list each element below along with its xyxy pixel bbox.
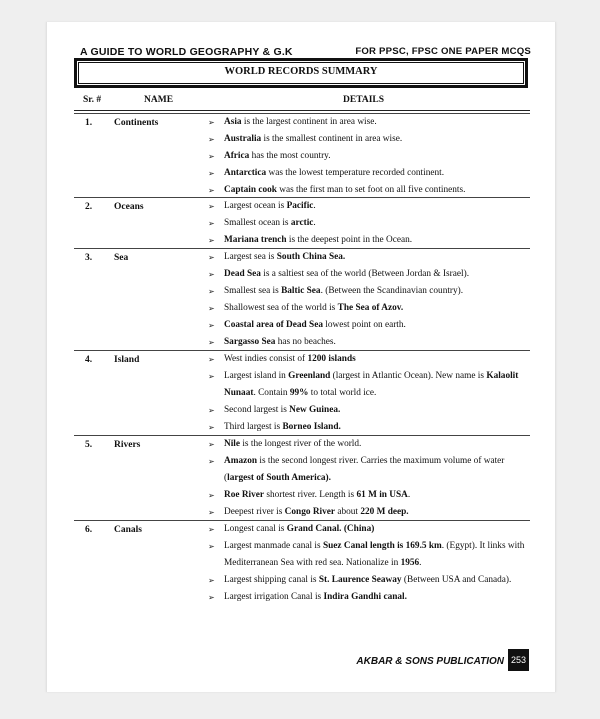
detail-item	[208, 283, 526, 300]
detail-text: Largest manmade canal is Suez Canal length is 169.5 km. (Egypt). It links with Mediterranean Sea with red sea. Nationalize in 1956.	[224, 541, 525, 568]
arrow-bullet-icon: ➢	[208, 321, 215, 330]
detail-text: Dead Sea is a saltiest sea of the world (Between Jordan & Israel).	[224, 269, 470, 279]
detail-item	[208, 232, 526, 249]
arrow-bullet-icon: ➢	[208, 304, 215, 313]
detail-text: Coastal area of Dead Sea lowest point on earth.	[224, 320, 406, 330]
details-list	[208, 114, 526, 199]
detail-text: Antarctica was the lowest temperature recorded continent.	[224, 168, 445, 178]
section-name: Island	[114, 355, 140, 365]
details-list	[208, 198, 526, 249]
section-name: Rivers	[114, 440, 141, 450]
arrow-bullet-icon: ➢	[208, 491, 215, 500]
arrow-bullet-icon: ➢	[208, 542, 215, 551]
detail-item	[208, 572, 526, 589]
arrow-bullet-icon: ➢	[208, 135, 215, 144]
arrow-bullet-icon: ➢	[208, 270, 215, 279]
arrow-bullet-icon: ➢	[208, 169, 215, 178]
page-number: 253	[508, 649, 529, 671]
detail-text: Largest island in Greenland (largest in Atlantic Ocean). New name is Kalaolit Nunaat. Contain 99% to total world ice.	[224, 371, 519, 398]
arrow-bullet-icon: ➢	[208, 152, 215, 161]
detail-text: Asia is the largest continent in area wise.	[224, 117, 377, 127]
detail-text: Amazon is the second longest river. Carries the maximum volume of water (largest of South America).	[224, 456, 505, 483]
detail-item	[208, 419, 526, 436]
section-title-box	[74, 58, 528, 88]
arrow-bullet-icon: ➢	[208, 423, 215, 432]
arrow-bullet-icon: ➢	[208, 440, 215, 449]
detail-text: Longest canal is Grand Canal. (China)	[224, 524, 375, 534]
section-number: 4.	[85, 355, 93, 365]
header-book-title: A GUIDE TO WORLD GEOGRAPHY & G.K	[80, 46, 293, 58]
detail-item	[208, 249, 526, 266]
arrow-bullet-icon: ➢	[208, 253, 215, 262]
arrow-bullet-icon: ➢	[208, 219, 215, 228]
detail-item	[208, 317, 526, 334]
detail-item	[208, 215, 526, 232]
detail-item	[208, 148, 526, 165]
arrow-bullet-icon: ➢	[208, 576, 215, 585]
section-number: 6.	[85, 525, 93, 535]
detail-item	[208, 453, 526, 487]
section-number: 2.	[85, 202, 93, 212]
section-number: 1.	[85, 118, 93, 128]
detail-item	[208, 334, 526, 351]
arrow-bullet-icon: ➢	[208, 457, 215, 466]
section-name: Continents	[114, 118, 159, 128]
section-name: Oceans	[114, 202, 144, 212]
section-name: Sea	[114, 253, 129, 263]
column-header-details: DETAILS	[343, 95, 385, 105]
detail-item	[208, 165, 526, 182]
arrow-bullet-icon: ➢	[208, 118, 215, 127]
detail-item	[208, 589, 526, 606]
record-section	[74, 113, 530, 195]
detail-text: Australia is the smallest continent in area wise.	[224, 134, 403, 144]
details-list	[208, 249, 526, 351]
detail-text: Third largest is Borneo Island.	[224, 422, 341, 432]
detail-text: Smallest sea is Baltic Sea. (Between the Scandinavian country).	[224, 286, 464, 296]
detail-item	[208, 538, 526, 572]
detail-item	[208, 131, 526, 148]
detail-text: Captain cook was the first man to set foot on all five continents.	[224, 185, 466, 195]
detail-item	[208, 300, 526, 317]
detail-text: Second largest is New Guinea.	[224, 405, 341, 415]
detail-item	[208, 351, 526, 368]
detail-item	[208, 436, 526, 453]
detail-text: Roe River shortest river. Length is 61 M in USA.	[224, 490, 411, 500]
arrow-bullet-icon: ➢	[208, 338, 215, 347]
detail-item	[208, 504, 526, 521]
record-section	[74, 197, 530, 245]
arrow-bullet-icon: ➢	[208, 287, 215, 296]
detail-item	[208, 487, 526, 504]
detail-item	[208, 402, 526, 419]
record-section	[74, 520, 530, 602]
detail-text: Largest ocean is Pacific.	[224, 201, 316, 211]
detail-text: Sargasso Sea has no beaches.	[224, 337, 336, 347]
arrow-bullet-icon: ➢	[208, 186, 215, 195]
record-section	[74, 350, 530, 432]
column-header-sr: Sr. #	[83, 95, 102, 105]
arrow-bullet-icon: ➢	[208, 372, 215, 381]
detail-text: Largest irrigation Canal is Indira Gandhi canal.	[224, 592, 407, 602]
details-list	[208, 521, 526, 606]
detail-item	[208, 266, 526, 283]
section-number: 5.	[85, 440, 93, 450]
arrow-bullet-icon: ➢	[208, 508, 215, 517]
record-section	[74, 248, 530, 347]
details-list	[208, 351, 526, 436]
detail-text: West indies consist of 1200 islands	[224, 354, 356, 364]
detail-text: Largest shipping canal is St. Laurence Seaway (Between USA and Canada).	[224, 575, 512, 585]
section-name: Canals	[114, 525, 142, 535]
detail-text: Mariana trench is the deepest point in the Ocean.	[224, 235, 413, 245]
arrow-bullet-icon: ➢	[208, 202, 215, 211]
detail-text: Smallest ocean is arctic.	[224, 218, 316, 228]
detail-text: Nile is the longest river of the world.	[224, 439, 362, 449]
document-page	[46, 22, 556, 692]
detail-text: Largest sea is South China Sea.	[224, 252, 346, 262]
section-title: WORLD RECORDS SUMMARY	[224, 66, 378, 77]
footer-publisher: AKBAR & SONS PUBLICATION	[356, 656, 504, 667]
detail-item	[208, 521, 526, 538]
header-divider	[74, 110, 530, 111]
header-exam-title: FOR PPSC, FPSC ONE PAPER MCQS	[355, 46, 531, 57]
arrow-bullet-icon: ➢	[208, 406, 215, 415]
arrow-bullet-icon: ➢	[208, 355, 215, 364]
detail-text: Deepest river is Congo River about 220 M deep.	[224, 507, 409, 517]
arrow-bullet-icon: ➢	[208, 525, 215, 534]
section-number: 3.	[85, 253, 93, 263]
detail-item	[208, 198, 526, 215]
detail-item	[208, 114, 526, 131]
detail-item	[208, 368, 526, 402]
detail-text: Shallowest sea of the world is The Sea of Azov.	[224, 303, 404, 313]
record-section	[74, 435, 530, 517]
arrow-bullet-icon: ➢	[208, 593, 215, 602]
details-list	[208, 436, 526, 521]
detail-text: Africa has the most country.	[224, 151, 331, 161]
arrow-bullet-icon: ➢	[208, 236, 215, 245]
column-header-name: NAME	[144, 95, 174, 105]
